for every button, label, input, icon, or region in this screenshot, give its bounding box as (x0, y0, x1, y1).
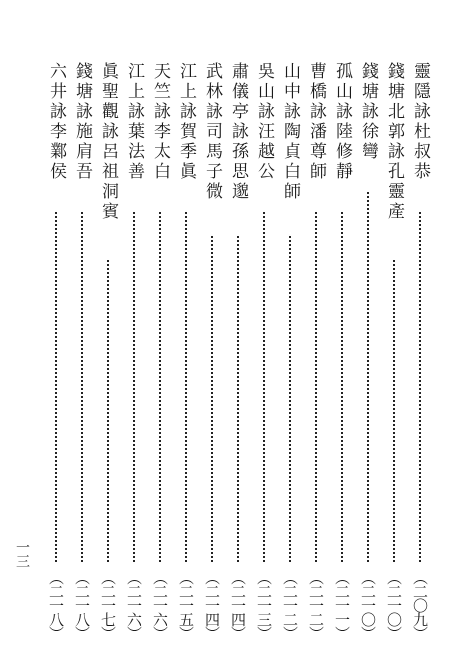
entry-title: 錢塘北郭詠孔靈產 (384, 62, 404, 222)
entry-page-number: （二一六） (151, 570, 169, 640)
entry-page-number: （二〇九） (411, 570, 429, 640)
entry-page-number: （二一五） (177, 570, 195, 640)
toc-entry-10 (174, 62, 198, 640)
entry-title: 吳山詠汪越公 (254, 62, 274, 182)
entry-page-number: （二一二） (281, 570, 299, 640)
dot-leader (133, 212, 135, 562)
entry-title: 武林詠司馬子微 (202, 62, 222, 202)
entry-page-number: （二一三） (255, 570, 273, 640)
entry-page-number: （二一四） (203, 570, 221, 640)
dot-leader (289, 236, 291, 562)
toc-entry-6 (278, 62, 302, 640)
toc-entry-12 (122, 62, 146, 640)
toc-entry-14 (70, 62, 94, 640)
entry-page-number: （二一八） (47, 570, 65, 640)
toc-entry-2 (382, 62, 406, 640)
toc-entry-9 (200, 62, 224, 640)
toc-entry-13 (96, 62, 120, 640)
toc-entry-8 (226, 62, 250, 640)
toc-entry-7 (252, 62, 276, 640)
entry-page-number: （二一〇） (385, 570, 403, 640)
dot-leader (211, 236, 213, 562)
page-folio: 一三 (14, 540, 30, 568)
entry-title: 靈隱詠杜叔恭 (410, 62, 430, 182)
entry-page-number: （二一四） (229, 570, 247, 640)
entry-page-number: （二一六） (125, 570, 143, 640)
entry-title: 眞聖觀詠呂祖洞賓 (98, 62, 118, 222)
entry-title: 江上詠葉法善 (124, 62, 144, 182)
dot-leader (341, 212, 343, 562)
dot-leader (159, 212, 161, 562)
entry-page-number: （二一七） (99, 570, 117, 640)
entry-page-number: （二一〇） (359, 570, 377, 640)
dot-leader (107, 260, 109, 562)
entry-title: 六井詠李鄴侯 (46, 62, 66, 182)
entry-page-number: （二一八） (73, 570, 91, 640)
dot-leader (81, 212, 83, 562)
entry-title: 錢塘詠徐彎 (358, 62, 378, 162)
entry-title: 曹橋詠潘尊師 (306, 62, 326, 182)
entry-title: 肅儀亭詠孫思邈 (228, 62, 248, 202)
toc-entry-5 (304, 62, 328, 640)
toc-entry-4 (330, 62, 354, 640)
entry-title: 天竺詠李太白 (150, 62, 170, 182)
dot-leader (393, 260, 395, 562)
entry-title: 錢塘詠施肩吾 (72, 62, 92, 182)
dot-leader (263, 212, 265, 562)
toc-entry-3 (356, 62, 380, 640)
dot-leader (367, 192, 369, 562)
dot-leader (185, 212, 187, 562)
entry-page-number: （二一一） (333, 570, 351, 640)
toc-entry-11 (148, 62, 172, 640)
entry-page-number: （二一二） (307, 570, 325, 640)
entry-title: 山中詠陶貞白師 (280, 62, 300, 202)
toc-entry-1 (408, 62, 432, 640)
dot-leader (237, 236, 239, 562)
entry-title: 孤山詠陸修靜 (332, 62, 352, 182)
dot-leader (315, 212, 317, 562)
toc-entry-15 (44, 62, 68, 640)
entry-title: 江上詠賀季眞 (176, 62, 196, 182)
dot-leader (419, 212, 421, 562)
dot-leader (55, 212, 57, 562)
